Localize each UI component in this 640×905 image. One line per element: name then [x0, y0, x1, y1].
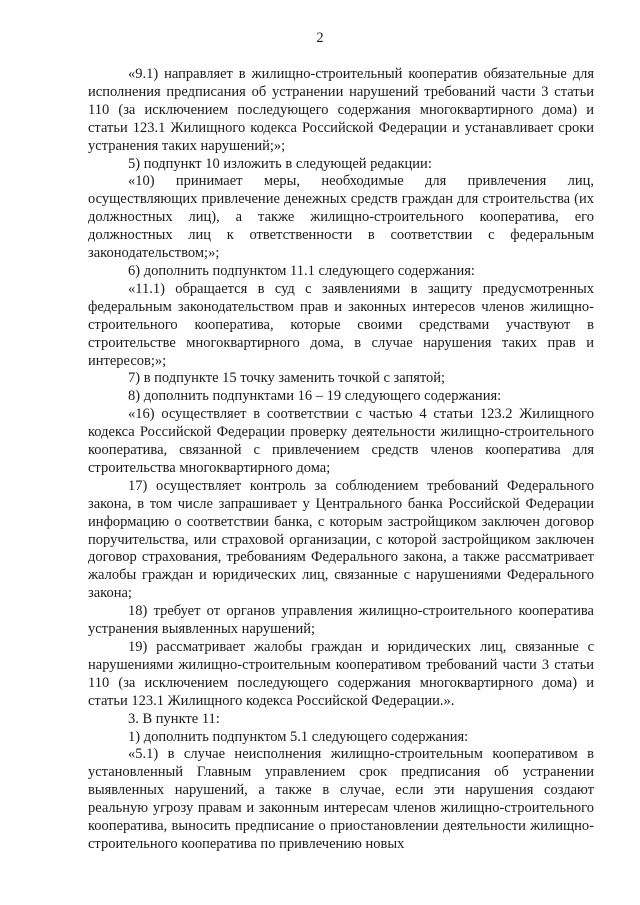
paragraph: 7) в подпункте 15 точку заменить точкой с запятой;	[128, 370, 446, 387]
paragraph: 17) осуществляет контроль за соблюдением требований Федерального закона, в том числе запрашивает у Центрального банка Российской Федерации информацию о соответствии банка, с которым застройщиком заключен договор поручительства, или страховой организации, с которой застройщиком заключен договор страхования, требованиям Федерального закона, а также рассматривает жалобы граждан и юридических лиц, связанные с нарушениями Федерального закона;	[88, 477, 594, 602]
paragraph: 19) рассматривает жалобы граждан и юридических лиц, связанные с нарушениями жилищно-строительным кооперативом требований части 3 статьи 110 (за исключением последующего содержания многоквартирного дома) и статьи 123.1 Жилищного кодекса Российской Федерации.».	[88, 639, 594, 709]
paragraph: 8) дополнить подпунктами 16 – 19 следующего содержания:	[128, 388, 502, 405]
paragraph: 6) дополнить подпунктом 11.1 следующего содержания:	[128, 262, 475, 279]
paragraph: «10) принимает меры, необходимые для привлечения лиц, осуществляющих привлечение денежных средств граждан для строительства (их должностных лиц), а также жилищно-строительного кооператива, его должностных лиц к ответственности в соответствии с федеральным законодательством;»;	[88, 173, 594, 262]
paragraph: «9.1) направляет в жилищно-строительный кооператив обязательные для исполнения предписания об устранении нарушений требований части 3 статьи 110 (за исключением последующего содержания многоквартирного дома) и статьи 123.1 Жилищного кодекса Российской Федерации и устанавливает сроки устранения таких нарушений;»;	[88, 66, 594, 154]
paragraph: «16) осуществляет в соответствии с частью 4 статьи 123.2 Жилищного кодекса Российской Федерации проверку деятельности жилищно-строительного кооператива, связанной с привлечением средств членов кооператива для строительства многоквартирного дома;	[88, 406, 594, 476]
paragraph: 1) дополнить подпунктом 5.1 следующего содержания:	[128, 728, 469, 745]
paragraph: «5.1) в случае неисполнения жилищно-строительным кооперативом в установленный Главным управлением срок предписания об устранении выявленных нарушений, а также в случае, если эти нарушения создают реальную угрозу правам и законным интересам членов жилищно-строительного кооператива, выносить предписание о приостановлении деятельности жилищно-строительного кооператива по привлечению новых	[88, 746, 594, 852]
paragraph: 3. В пункте 11:	[128, 710, 220, 727]
page-number: 2	[316, 30, 324, 46]
paragraph: 5) подпункт 10 изложить в следующей редакции:	[128, 155, 432, 172]
paragraph: «11.1) обращается в суд с заявлениями в защиту предусмотренных федеральным законодательством прав и законных интересов членов жилищно-строительного кооператива, которые своими средствами участвуют в строительстве многоквартирного дома, в случае нарушения таких прав и интересов;»;	[88, 280, 594, 369]
document-body	[88, 66, 594, 854]
paragraph: 18) требует от органов управления жилищно-строительного кооператива устранения выявленных нарушений;	[88, 603, 594, 638]
